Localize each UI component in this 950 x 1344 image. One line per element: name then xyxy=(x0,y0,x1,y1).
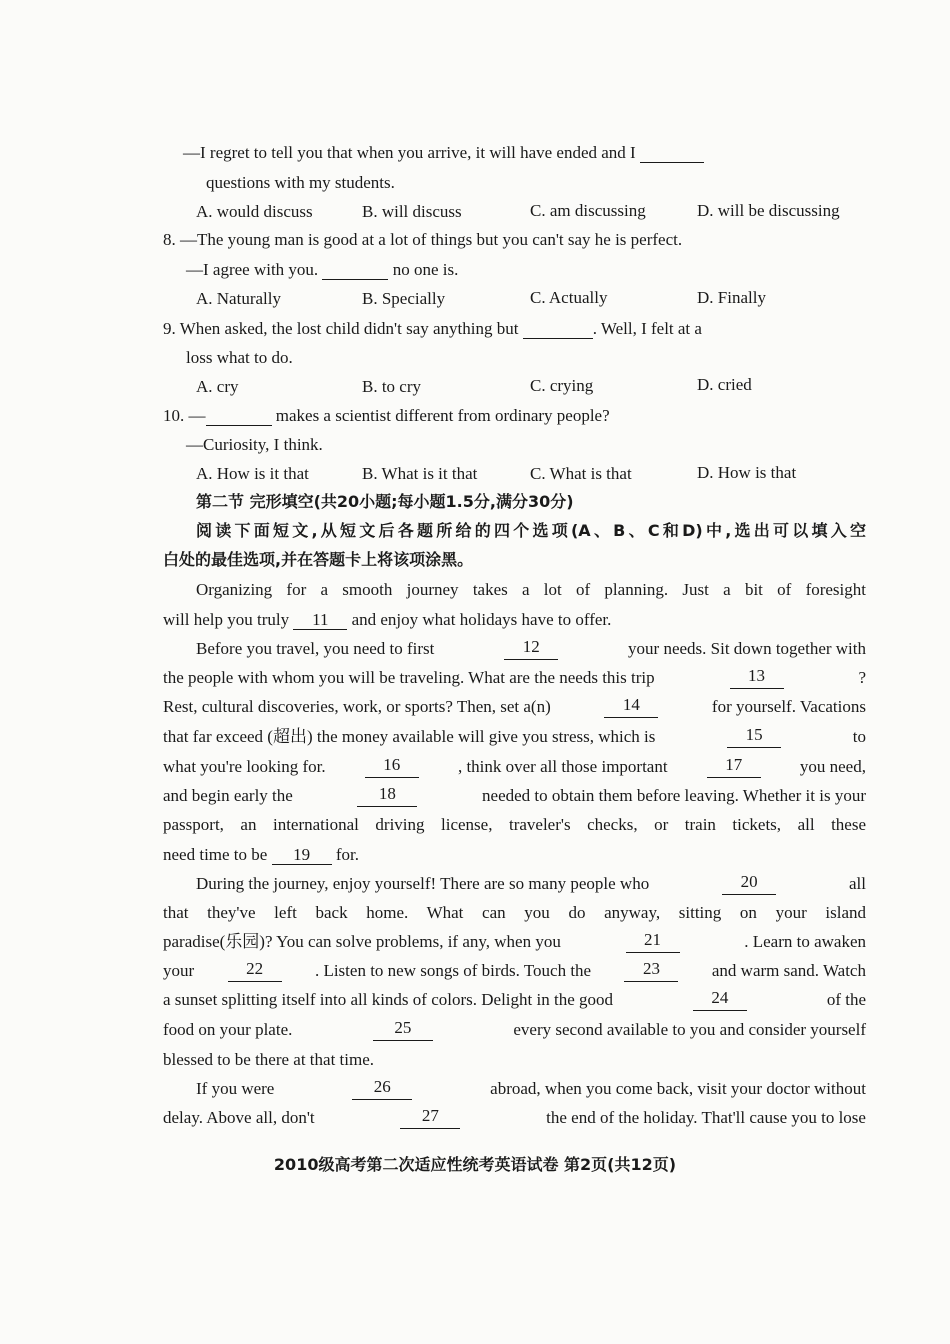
passage-line xyxy=(163,726,866,748)
passage-text: Before you travel, you need to first xyxy=(196,639,435,658)
q8-option-d: D. Finally xyxy=(697,288,766,307)
q7-option-c: C. am discussing xyxy=(530,201,646,220)
passage-text: needed to obtain them before leaving. Whether it is your xyxy=(482,786,866,805)
passage-line xyxy=(163,756,866,778)
blank-18: 18 xyxy=(357,785,417,807)
passage-line xyxy=(163,609,611,631)
q10-text: 10. — xyxy=(163,406,206,425)
q7-line2: questions with my students. xyxy=(206,173,395,192)
passage-line: Organizing for a smooth journey takes a lot of planning. Just a bit of foresight xyxy=(196,580,866,599)
q9-option-a: A. cry xyxy=(196,377,239,396)
blank-12: 12 xyxy=(504,638,558,660)
passage-text: and enjoy what holidays have to offer. xyxy=(347,610,612,629)
q10-option-d: D. How is that xyxy=(697,463,797,482)
blank-17: 17 xyxy=(707,756,761,778)
q7-line1 xyxy=(183,142,704,164)
passage-line xyxy=(196,873,866,895)
q10-line2: —Curiosity, I think. xyxy=(186,435,323,454)
q9-text: 9. When asked, the lost child didn't say anything but xyxy=(163,319,523,338)
passage-text: and begin early the xyxy=(163,786,293,805)
q10-blank xyxy=(206,407,272,426)
passage-text: . Listen to new songs of birds. Touch the xyxy=(314,961,592,980)
q7-option-d: D. will be discussing xyxy=(697,201,840,220)
q8-option-a: A. Naturally xyxy=(196,289,281,308)
q9-blank xyxy=(523,320,593,339)
blank-25: 25 xyxy=(373,1019,433,1041)
passage-text: delay. Above all, don't xyxy=(163,1108,315,1127)
section-instruction-line2: 白处的最佳选项,并在答题卡上将该项涂黑。 xyxy=(163,550,474,569)
section-title: 第二节 完形填空(共20小题;每小题1.5分,满分30分) xyxy=(196,492,574,511)
passage-text: If you were xyxy=(196,1079,275,1098)
passage-text: that far exceed (超出) the money available will give you stress, which is xyxy=(163,727,656,746)
q9-line1 xyxy=(163,318,702,340)
q10-option-c: C. What is that xyxy=(530,464,632,483)
q7-text: —I regret to tell you that when you arrive, it will have ended and I xyxy=(183,143,640,162)
q10-line1 xyxy=(163,405,610,427)
passage-text: what you're looking for. xyxy=(163,757,326,776)
blank-21: 21 xyxy=(626,931,680,953)
passage-line xyxy=(163,785,866,807)
q9-text-end: . Well, I felt at a xyxy=(592,319,702,338)
passage-text: a sunset splitting itself into all kinds of colors. Delight in the good xyxy=(163,990,613,1009)
passage-text: your xyxy=(163,961,195,980)
passage-line xyxy=(163,844,359,866)
passage-text: will help you truly xyxy=(163,610,294,629)
page-footer: 2010级高考第二次适应性统考英语试卷 第2页(共12页) xyxy=(273,1155,677,1174)
passage-text: the people with whom you will be traveling. What are the needs this trip xyxy=(163,668,655,687)
blank-20: 20 xyxy=(722,873,776,895)
passage-text: you need, xyxy=(799,757,866,776)
q9-option-c: C. crying xyxy=(530,376,594,395)
passage-line xyxy=(163,931,866,953)
q8-line1: 8. —The young man is good at a lot of things but you can't say he is perfect. xyxy=(163,230,683,249)
q8-blank xyxy=(322,261,388,280)
passage-text: for. xyxy=(331,845,359,864)
blank-16: 16 xyxy=(365,756,419,778)
q7-blank xyxy=(640,144,704,163)
section-instruction-line1: 阅读下面短文,从短文后各题所给的四个选项(A、B、C和D)中,选出可以填入空 xyxy=(196,521,866,540)
q10-option-b: B. What is it that xyxy=(362,464,478,483)
blank-13: 13 xyxy=(730,667,784,689)
passage-text: every second available to you and consider yourself xyxy=(513,1020,866,1039)
q8-text-end: no one is. xyxy=(388,260,459,279)
passage-text: abroad, when you come back, visit your doctor without xyxy=(490,1079,866,1098)
q8-line2 xyxy=(186,259,458,281)
blank-15: 15 xyxy=(727,726,781,748)
passage-text: food on your plate. xyxy=(163,1020,293,1039)
blank-22: 22 xyxy=(228,960,282,982)
passage-line xyxy=(196,638,866,660)
blank-11: 11 xyxy=(293,611,347,630)
passage-text: your needs. Sit down together with xyxy=(628,639,866,658)
passage-line xyxy=(163,696,866,718)
q8-option-b: B. Specially xyxy=(362,289,446,308)
q10-option-a: A. How is it that xyxy=(196,464,309,483)
passage-line xyxy=(163,960,866,982)
passage-text: . Learn to awaken xyxy=(744,932,866,951)
blank-27: 27 xyxy=(400,1107,460,1129)
q10-text-end: makes a scientist different from ordinary people? xyxy=(271,406,610,425)
q7-option-a: A. would discuss xyxy=(196,202,313,221)
q7-option-b: B. will discuss xyxy=(362,202,462,221)
passage-text: for yourself. Vacations xyxy=(711,697,866,716)
passage-line: passport, an international driving license, traveler's checks, or train tickets, all these xyxy=(163,815,866,834)
q9-option-b: B. to cry xyxy=(362,377,422,396)
passage-text: ? xyxy=(858,668,866,687)
passage-text: all xyxy=(848,874,866,893)
passage-line xyxy=(163,1019,866,1041)
q9-option-d: D. cried xyxy=(697,375,752,394)
passage-line: blessed to be there at that time. xyxy=(163,1050,375,1069)
passage-line xyxy=(163,667,866,689)
passage-text: , think over all those important xyxy=(457,757,668,776)
q8-text: —I agree with you. xyxy=(186,260,323,279)
passage-text: paradise(乐园)? You can solve problems, if any, when you xyxy=(163,932,561,951)
blank-14: 14 xyxy=(604,696,658,718)
passage-text: Rest, cultural discoveries, work, or sports? Then, set a(n) xyxy=(163,697,551,716)
passage-text: need time to be xyxy=(163,845,272,864)
passage-text: During the journey, enjoy yourself! There are so many people who xyxy=(196,874,650,893)
passage-line: that they've left back home. What can you do anyway, sitting on your island xyxy=(163,903,866,922)
passage-text: and warm sand. Watch xyxy=(711,961,866,980)
passage-line xyxy=(163,989,866,1011)
blank-26: 26 xyxy=(352,1078,412,1100)
blank-24: 24 xyxy=(693,989,747,1011)
blank-19: 19 xyxy=(272,846,332,865)
passage-line xyxy=(196,1078,866,1100)
q9-line2: loss what to do. xyxy=(186,348,293,367)
passage-line xyxy=(163,1107,866,1129)
passage-text: the end of the holiday. That'll cause you to lose xyxy=(546,1108,866,1127)
passage-text: to xyxy=(852,727,866,746)
blank-23: 23 xyxy=(624,960,678,982)
q8-option-c: C. Actually xyxy=(530,288,608,307)
passage-text: of the xyxy=(826,990,866,1009)
